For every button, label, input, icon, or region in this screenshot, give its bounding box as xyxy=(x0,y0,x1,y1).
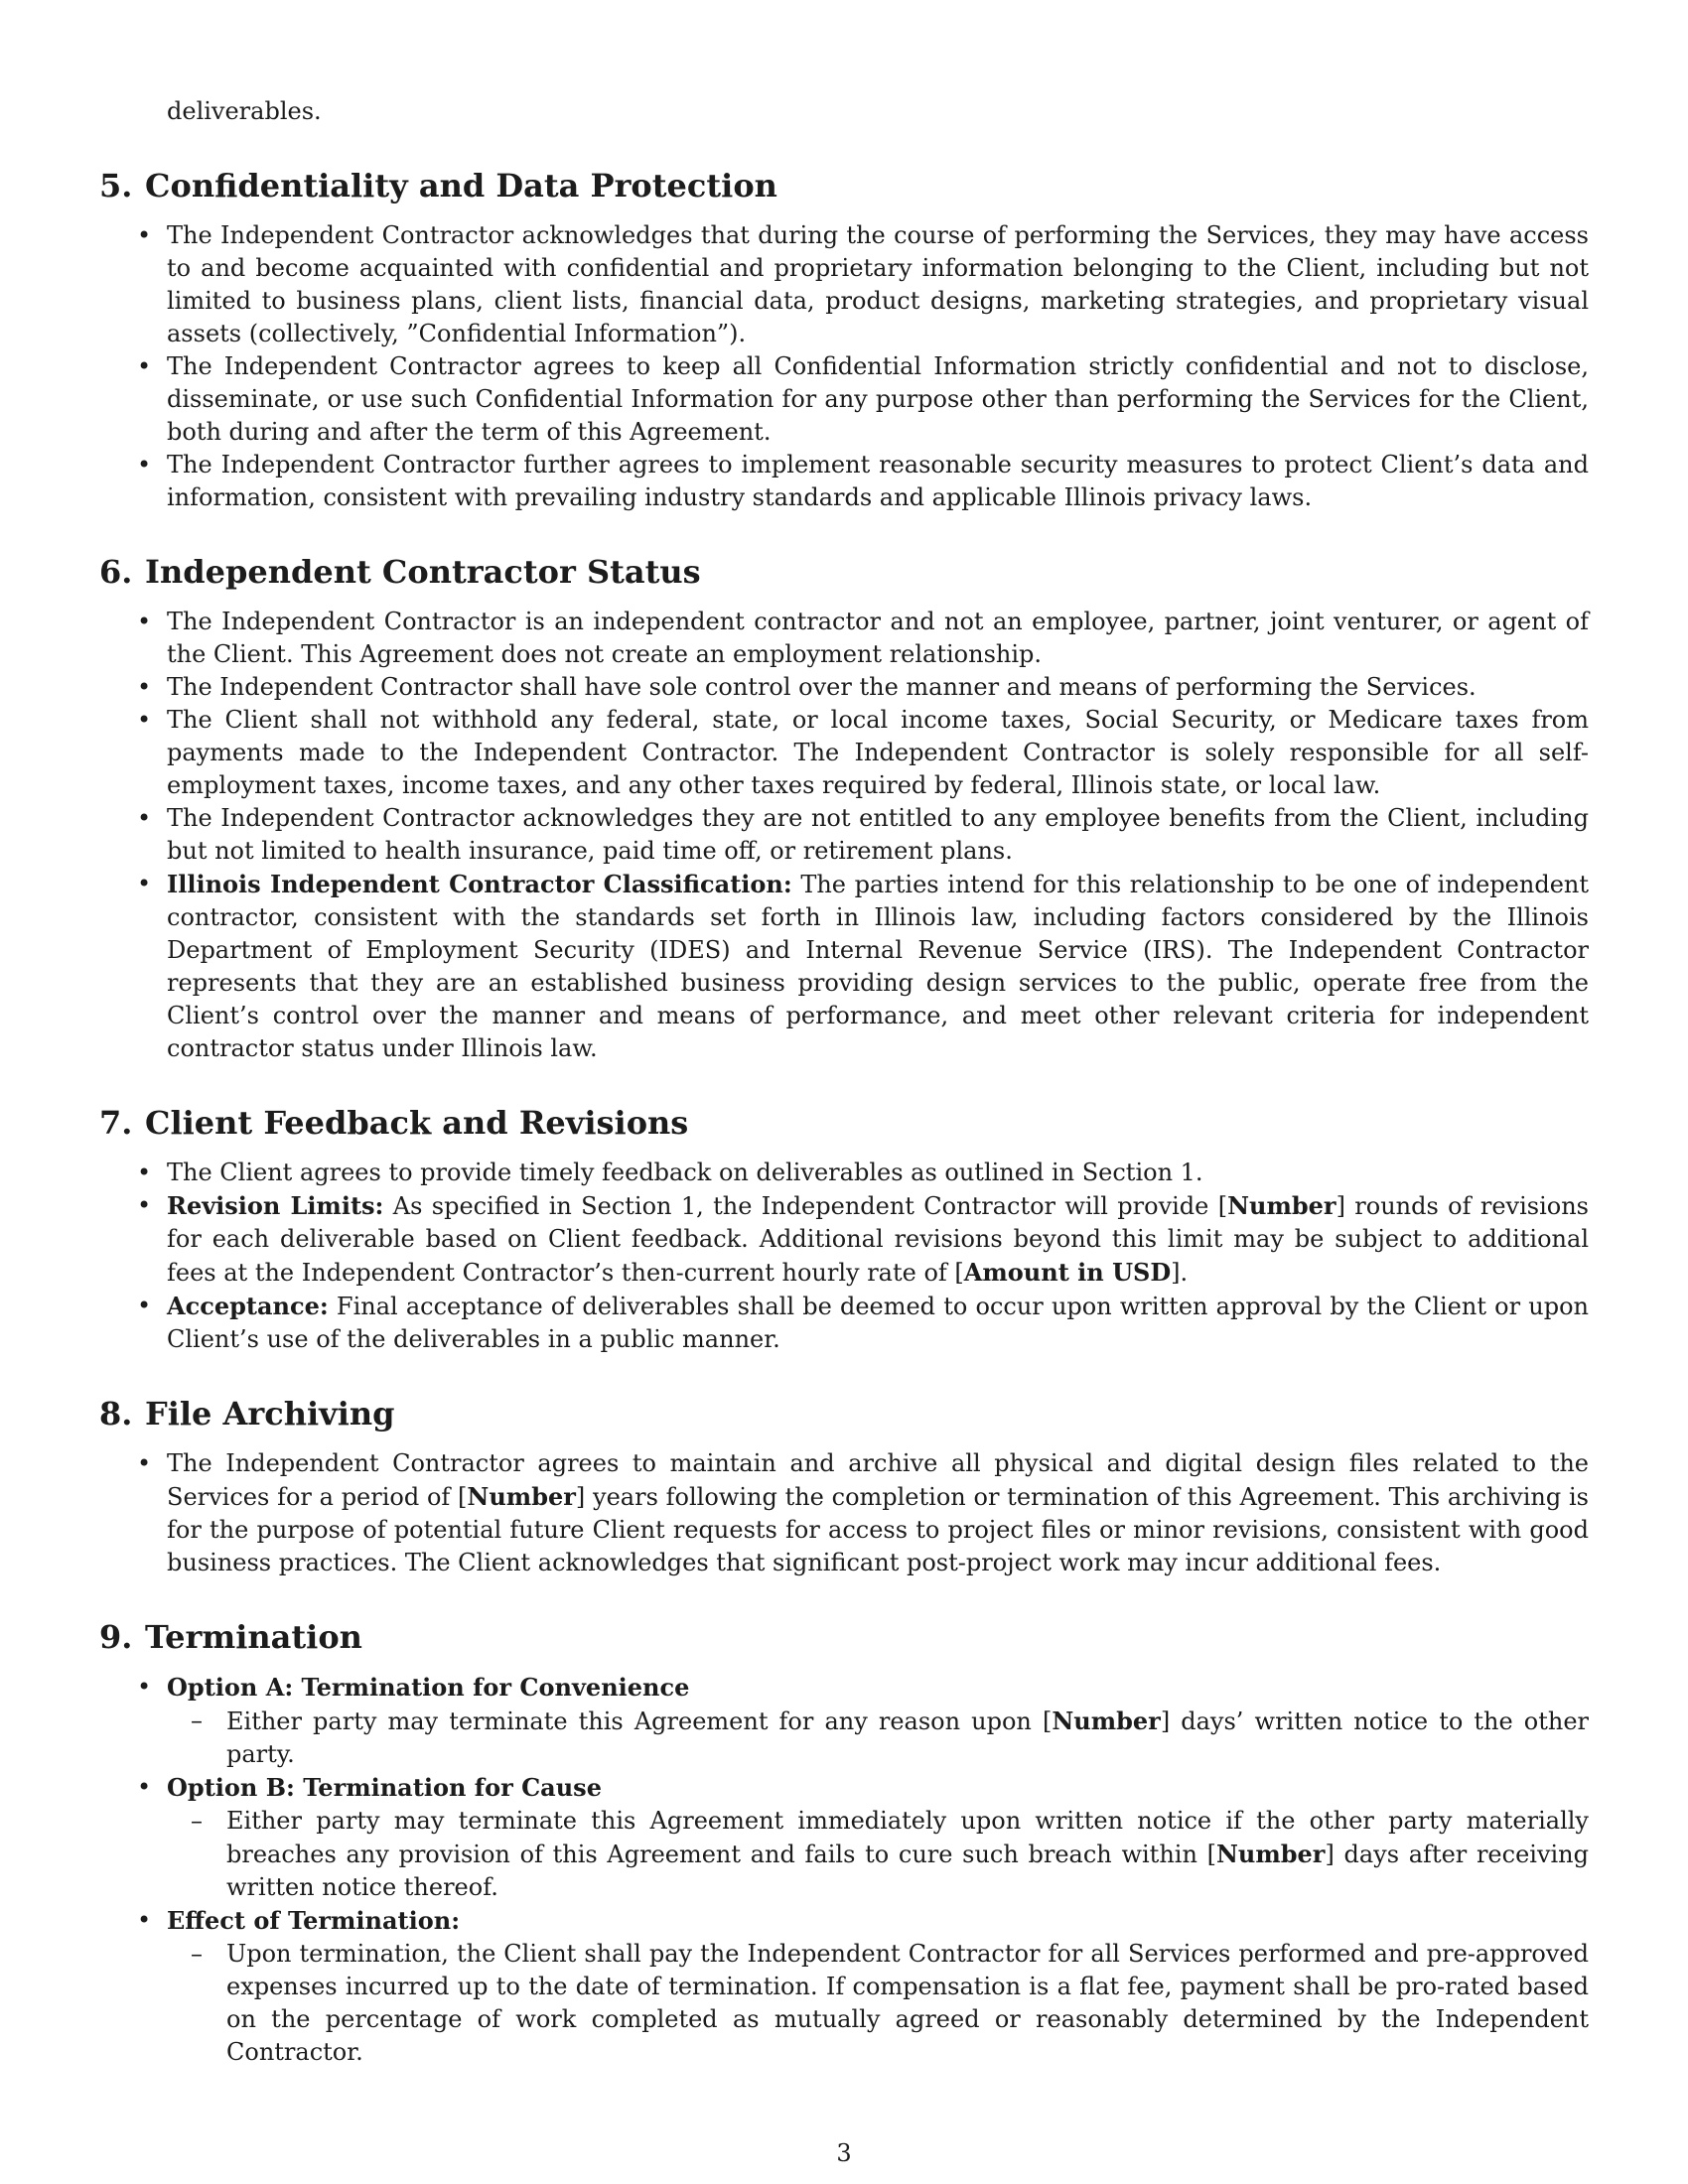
section-heading: 7. Client Feedback and Revisions xyxy=(99,1104,689,1142)
list-item: • The Client agrees to provide timely feedback on deliverables as outlined in Section 1. xyxy=(99,1157,1589,1189)
bullet-list xyxy=(99,1157,1589,1356)
continued-text: deliverables. xyxy=(167,97,322,125)
list-item: • The Independent Contractor agrees to keep all Confidential Information strictly confidential and not to disclose, disseminate, or use such Confidential Information for any purpose other than performing the Services for the Client, both during and after the term of this Agreement. xyxy=(99,350,1589,449)
list-item: • The Independent Contractor is an independent contractor and not an employee, partner, joint venturer, or agent of the Client. This Agreement does not create an employment relationship. xyxy=(99,606,1589,671)
placeholder-field: Number xyxy=(467,1482,576,1511)
page-content xyxy=(99,95,1589,2069)
item-label: Revision Limits: xyxy=(167,1191,384,1220)
list-item xyxy=(99,1771,1589,1904)
list-item: • The Client shall not withhold any federal, state, or local income taxes, Social Security, or Medicare taxes from payments made to the Independent Contractor. The Independent Contractor is solely responsible for all self-employment taxes, income taxes, and any other taxes required by federal, Illinois state, or local law. xyxy=(99,704,1589,802)
list-item: • The Independent Contractor agrees to maintain and archive all physical and digital design files related to the Services for a period of [Number] years following the completion or termination of this Agreement. This archiving is for the purpose of potential future Client requests for access to project files or minor revisions, consistent with good business practices. The Client acknowledges that significant post-project work may incur additional fees. xyxy=(99,1447,1589,1579)
section-title: Termination xyxy=(145,1618,362,1656)
sub-list-item: – Either party may terminate this Agreement for any reason upon [Number] days’ written notice to the other party. xyxy=(167,1705,1589,1771)
placeholder-field: Number xyxy=(1227,1191,1336,1220)
sub-list-item: – Upon termination, the Client shall pay the Independent Contractor for all Services performed and pre-approved expenses incurred up to the date of termination. If compensation is a flat fee, payment shall be pro-rated based on the percentage of work completed as mutually agreed or reasonably determined by the Independent Contractor. xyxy=(167,1938,1589,2069)
sub-list-item: – Either party may terminate this Agreement immediately upon written notice if the other party materially breaches any provision of this Agreement and fails to cure such breach within [Number] days after receiving written notice thereof. xyxy=(167,1805,1589,1904)
sub-list xyxy=(167,1938,1589,2069)
list-item: • Acceptance: Final acceptance of deliverables shall be deemed to occur upon written approval by the Client or upon Client’s use of the deliverables in a public manner. xyxy=(99,1290,1589,1356)
list-item: • Revision Limits: As specified in Section 1, the Independent Contractor will provide [Number] rounds of revisions for each deliverable based on Client feedback. Additional revisions beyond this limit may be subject to additional fees at the Independent Contractor’s then-current hourly rate of [Amount in USD]. xyxy=(99,1189,1589,1290)
list-item: • The Independent Contractor acknowledges they are not entitled to any employee benefits from the Client, including but not limited to health insurance, paid time off, or retirement plans. xyxy=(99,802,1589,868)
placeholder-field: Amount in USD xyxy=(963,1258,1172,1287)
section-title: Client Feedback and Revisions xyxy=(145,1104,689,1142)
sub-list xyxy=(167,1705,1589,1771)
bullet-list xyxy=(99,606,1589,1065)
placeholder-field: Number xyxy=(1052,1706,1161,1735)
item-label: Option B: Termination for Cause xyxy=(167,1773,602,1802)
list-item: • The Independent Contractor further agrees to implement reasonable security measures to protect Client’s data and information, consistent with prevailing industry standards and applicable Illinois privacy laws. xyxy=(99,449,1589,514)
list-item xyxy=(99,1904,1589,2069)
section-file-archiving xyxy=(99,1394,1589,1579)
section-heading: 5. Confidentiality and Data Protection xyxy=(99,167,777,205)
section-heading: 9. Termination xyxy=(99,1618,362,1656)
section-heading: 8. File Archiving xyxy=(99,1395,395,1433)
section-title: File Archiving xyxy=(145,1395,395,1433)
bullet-list xyxy=(99,219,1589,514)
section-heading: 6. Independent Contractor Status xyxy=(99,553,701,591)
sub-list xyxy=(167,1805,1589,1904)
section-feedback-revisions xyxy=(99,1103,1589,1356)
bullet-list xyxy=(99,1671,1589,2069)
item-label: Acceptance: xyxy=(167,1292,329,1320)
section-title: Confidentiality and Data Protection xyxy=(145,167,777,205)
list-item xyxy=(99,1671,1589,1771)
item-label: Effect of Termination: xyxy=(167,1906,461,1935)
section-confidentiality xyxy=(99,166,1589,514)
item-label: Illinois Independent Contractor Classification: xyxy=(167,870,792,898)
list-item: • Illinois Independent Contractor Classification: The parties intend for this relationship to be one of independent contractor, consistent with the standards set forth in Illinois law, including factors considered by the Illinois Department of Employment Security (IDES) and Internal Revenue Service (IRS). The Independent Contractor represents that they are an established business providing design services to the public, operate free from the Client’s control over the manner and means of performance, and meet other relevant criteria for independent contractor status under Illinois law. xyxy=(99,868,1589,1065)
list-item: • The Independent Contractor shall have sole control over the manner and means of performing the Services. xyxy=(99,671,1589,704)
page-number: 3 xyxy=(836,2139,852,2167)
list-item: • The Independent Contractor acknowledges that during the course of performing the Services, they may have access to and become acquainted with confidential and proprietary information belonging to the Client, including but not limited to business plans, client lists, financial data, product designs, marketing strategies, and proprietary visual assets (collectively, ”Confidential Information”). xyxy=(99,219,1589,350)
bullet-list xyxy=(99,1447,1589,1579)
section-title: Independent Contractor Status xyxy=(145,553,701,591)
section-termination xyxy=(99,1617,1589,2069)
placeholder-field: Number xyxy=(1215,1840,1326,1868)
item-label: Option A: Termination for Convenience xyxy=(167,1673,690,1702)
section-contractor-status xyxy=(99,552,1589,1065)
